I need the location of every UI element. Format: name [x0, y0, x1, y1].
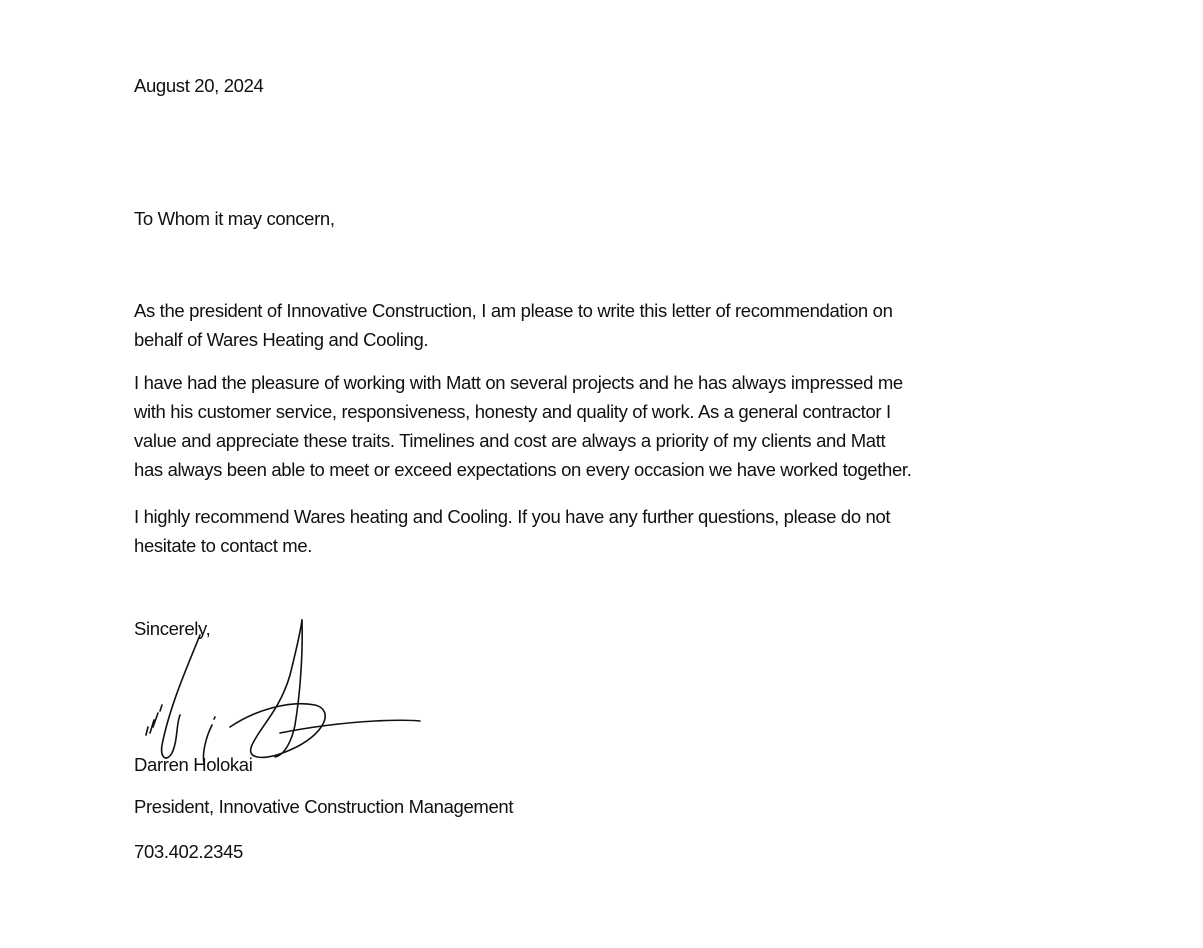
salutation: To Whom it may concern,	[134, 208, 335, 229]
paragraph-line: As the president of Innovative Construction, I am please to write this letter of recommendation on	[134, 300, 893, 321]
paragraph-line: hesitate to contact me.	[134, 535, 313, 556]
paragraph-line: I highly recommend Wares heating and Cooling. If you have any further questions, please do not	[134, 506, 891, 527]
paragraph-3	[134, 502, 890, 560]
closing: Sincerely,	[134, 618, 211, 639]
handwritten-signature	[140, 615, 430, 775]
paragraph-line: value and appreciate these traits. Timelines and cost are always a priority of my clients and Matt	[134, 430, 886, 451]
paragraph-line: I have had the pleasure of working with Matt on several projects and he has always impressed me	[134, 372, 903, 393]
paragraph-1	[134, 296, 893, 354]
paragraph-line: behalf of Wares Heating and Cooling.	[134, 329, 429, 350]
signer-title: President, Innovative Construction Management	[134, 796, 514, 817]
paragraph-line: with his customer service, responsiveness, honesty and quality of work. As a general contractor I	[134, 401, 891, 422]
paragraph-line: has always been able to meet or exceed expectations on every occasion we have worked together.	[134, 459, 912, 480]
phone-number: 703.402.2345	[134, 841, 243, 862]
paragraph-2	[134, 368, 911, 484]
letter-date: August 20, 2024	[134, 75, 264, 96]
signer-name: Darren Holokai	[134, 754, 253, 775]
